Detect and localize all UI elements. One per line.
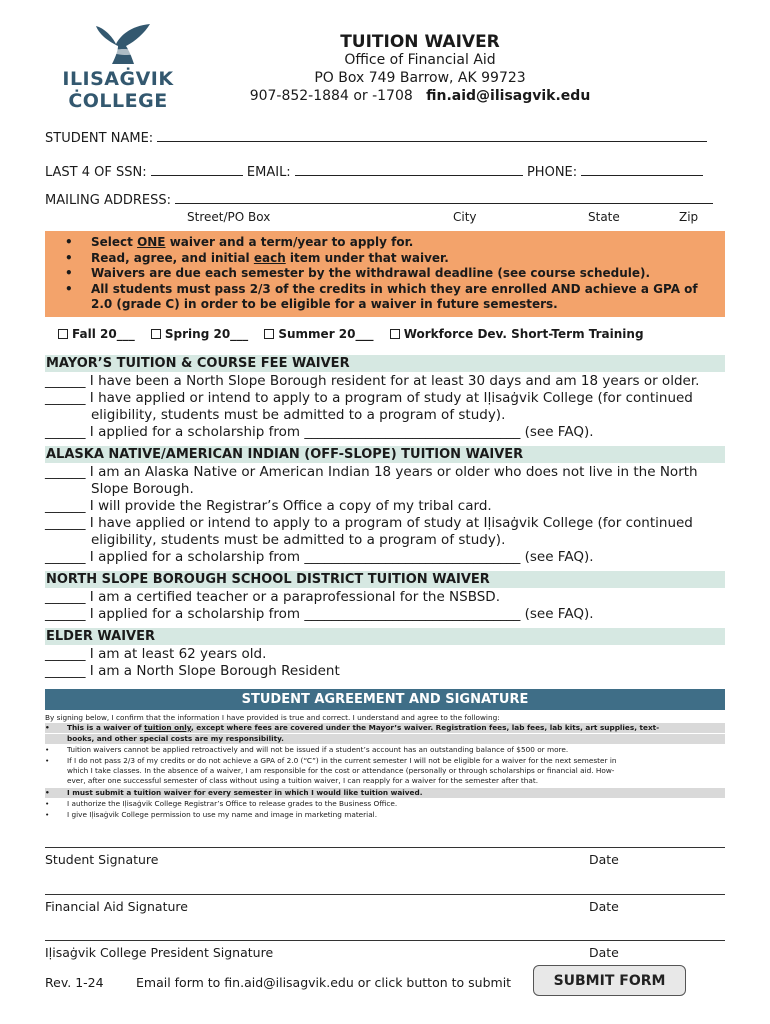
agreement-heading: STUDENT AGREEMENT AND SIGNATURE [45, 689, 725, 710]
term-options [58, 327, 656, 341]
waiver-line-cont: Slope Borough. [91, 481, 194, 497]
mailing-address-label: MAILING ADDRESS: [45, 193, 171, 208]
checkbox[interactable] [390, 329, 400, 339]
student-signature-label: Student Signature [45, 852, 159, 867]
term-summer[interactable]: Summer 20___ [264, 327, 373, 341]
nsbsd-waiver-heading: NORTH SLOPE BOROUGH SCHOOL DISTRICT TUITION WAIVER [45, 571, 725, 588]
agreement-item: • If I do not pass 2/3 of my credits or do not achieve a GPA of 2.0 (“C”) in the current semester I will not be eligible for a waiver for the next semester in [45, 756, 617, 765]
mayor-waiver-heading: MAYOR’S TUITION & COURSE FEE WAIVER [45, 355, 725, 372]
waiver-line[interactable]: ______ I am a certified teacher or a paraprofessional for the NSBSD. [45, 589, 500, 605]
date-label: Date [589, 945, 619, 960]
state-sublabel: State [588, 210, 620, 224]
phone-field[interactable] [581, 164, 703, 176]
instruction-item: • Read, agree, and initial each item under that waiver. [65, 251, 715, 267]
checkbox[interactable] [151, 329, 161, 339]
mailing-address-field[interactable] [45, 192, 713, 208]
elder-waiver-heading: ELDER WAIVER [45, 628, 725, 645]
waiver-line[interactable]: ______ I have applied or intend to apply to a program of study at Iḷisaġvik College (for continued [45, 515, 693, 531]
form-title: TUITION WAIVER [340, 32, 500, 52]
president-signature-label: Iḷisaġvik College President Signature [45, 945, 274, 960]
term-spring[interactable]: Spring 20___ [151, 327, 248, 341]
office-address: PO Box 749 Barrow, AK 99723 [314, 70, 526, 86]
waiver-line[interactable]: ______ I have applied or intend to apply to a program of study at Iḷisaġvik College (for continued [45, 390, 693, 406]
zip-sublabel: Zip [679, 210, 699, 224]
finaid-signature-line[interactable] [45, 894, 725, 895]
waiver-line[interactable]: ______ I am at least 62 years old. [45, 646, 267, 662]
president-signature-line[interactable] [45, 940, 725, 941]
contact-row [45, 164, 703, 180]
instructions-box [45, 231, 725, 317]
agreement-intro: By signing below, I confirm that the information I have provided is true and correct. I understand and agree to the following: [45, 713, 500, 722]
revision-label: Rev. 1-24 [45, 975, 104, 990]
finaid-signature-label: Financial Aid Signature [45, 899, 188, 914]
college-logo [48, 22, 188, 114]
office-contact [200, 88, 640, 104]
agreement-item: • I authorize the Iḷisaġvik College Registrar’s Office to release grades to the Business Office. [45, 799, 398, 808]
waiver-line[interactable]: ______ I applied for a scholarship from ________________________________ (see FAQ). [45, 606, 594, 622]
agreement-item: • I give Iḷisaġvik College permission to use my name and image in marketing material. [45, 810, 378, 819]
agreement-item-cont: ever, after one successful semester of class without using a tuition waiver, I can reapply for a waiver for the semester after that. [67, 776, 539, 785]
student-signature-line[interactable] [45, 847, 725, 848]
waiver-line[interactable]: ______ I applied for a scholarship from ________________________________ (see FAQ). [45, 549, 594, 565]
ssn-field[interactable] [151, 164, 243, 176]
waiver-line[interactable]: ______ I applied for a scholarship from ________________________________ (see FAQ). [45, 424, 594, 440]
submit-instruction: Email form to fin.aid@ilisagvik.edu or click button to submit [136, 975, 512, 990]
waiver-line[interactable]: ______ I have been a North Slope Borough resident for at least 30 days and am 18 years or older. [45, 373, 700, 389]
checkbox[interactable] [58, 329, 68, 339]
logo-text-line2: ĊOLLEGE [68, 90, 168, 112]
phone-label: PHONE: [526, 165, 578, 180]
date-label: Date [589, 899, 619, 914]
agreement-item-cont: books, and other special costs are my responsibility. [45, 734, 725, 744]
term-workforce[interactable]: Workforce Dev. Short-Term Training [390, 327, 644, 341]
instruction-item: • All students must pass 2/3 of the credits in which they are enrolled AND achieve a GPA of 2.0 (grade C) in order to be eligible for a waiver in future semesters. [65, 282, 715, 313]
whale-tail-icon [90, 22, 156, 66]
waiver-line-cont: eligibility, students must be admitted to a program of study). [91, 407, 506, 423]
waiver-line[interactable]: ______ I am an Alaska Native or American Indian 18 years or older who does not live in the North [45, 464, 698, 480]
instruction-item: • Waivers are due each semester by the withdrawal deadline (see course schedule). [65, 266, 715, 282]
checkbox[interactable] [264, 329, 274, 339]
waiver-line[interactable]: ______ I am a North Slope Borough Resident [45, 663, 340, 679]
term-fall[interactable]: Fall 20___ [58, 327, 135, 341]
email-label: EMAIL: [246, 165, 291, 180]
student-name-label: STUDENT NAME: [45, 131, 154, 146]
instruction-item: • Select ONE waiver and a term/year to apply for. [65, 235, 715, 251]
submit-form-button[interactable]: SUBMIT FORM [533, 965, 686, 996]
agreement-item-cont: which I take classes. In the absence of a waiver, I am responsible for the cost or attendance (personally or through scholarships or financial aid. How- [67, 766, 615, 775]
agreement-item: • I must submit a tuition waiver for every semester in which I would like tuition waived. [45, 788, 725, 798]
waiver-line[interactable]: ______ I will provide the Registrar’s Office a copy of my tribal card. [45, 498, 492, 514]
logo-text-line1: ILISAĠVIK [62, 68, 174, 90]
agreement-item: • This is a waiver of tuition only, except where fees are covered under the Mayor’s waiver. Registration fees, lab fees, lab kits, art supplies, text- [45, 723, 725, 733]
street-sublabel: Street/PO Box [187, 210, 271, 224]
agreement-item: • Tuition waivers cannot be applied retroactively and will not be issued if a student’s account has an outstanding balance of $500 or more. [45, 745, 569, 754]
waiver-line-cont: eligibility, students must be admitted to a program of study). [91, 532, 506, 548]
office-name: Office of Financial Aid [344, 52, 496, 68]
native-waiver-heading: ALASKA NATIVE/AMERICAN INDIAN (OFF-SLOPE) TUITION WAIVER [45, 446, 725, 463]
student-name-field[interactable] [45, 130, 707, 146]
office-email: fin.aid@ilisagvik.edu [426, 88, 591, 104]
city-sublabel: City [453, 210, 477, 224]
office-phone: 907-852-1884 or -1708 [249, 88, 413, 104]
email-field[interactable] [295, 164, 523, 176]
ssn-label: LAST 4 OF SSN: [45, 165, 147, 180]
date-label: Date [589, 852, 619, 867]
